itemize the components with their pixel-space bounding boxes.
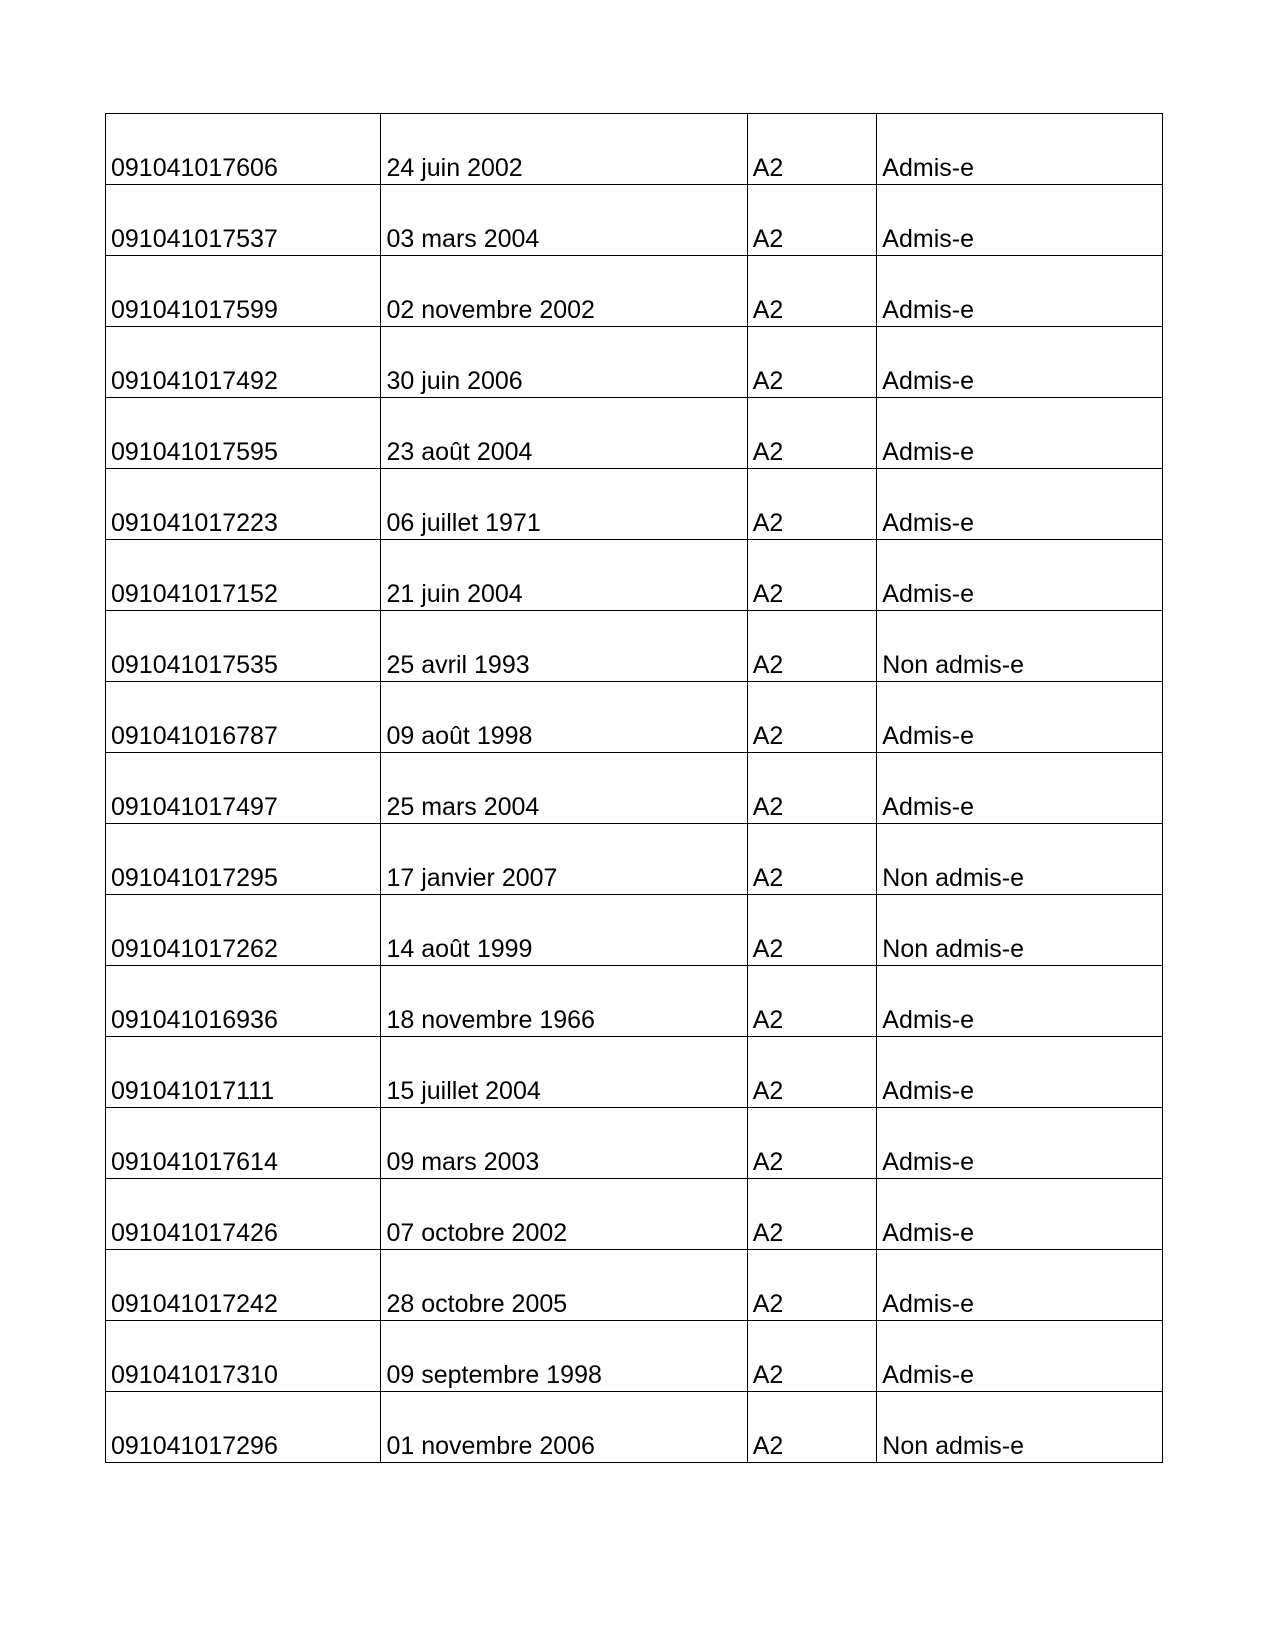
result-cell: Non admis-e xyxy=(877,611,1163,682)
birth-date-cell: 09 août 1998 xyxy=(381,682,747,753)
candidate-id-cell: 091041017295 xyxy=(106,824,381,895)
table-row xyxy=(106,185,1163,256)
candidate-id-cell: 091041017606 xyxy=(106,114,381,185)
table-row xyxy=(106,1179,1163,1250)
candidate-id-cell: 091041017152 xyxy=(106,540,381,611)
birth-date-cell: 23 août 2004 xyxy=(381,398,747,469)
birth-date-cell: 30 juin 2006 xyxy=(381,327,747,398)
result-cell: Admis-e xyxy=(877,256,1163,327)
candidate-id-cell: 091041017497 xyxy=(106,753,381,824)
level-cell: A2 xyxy=(747,398,877,469)
table-row xyxy=(106,398,1163,469)
table-row xyxy=(106,1108,1163,1179)
level-cell: A2 xyxy=(747,469,877,540)
candidate-id-cell: 091041017223 xyxy=(106,469,381,540)
level-cell: A2 xyxy=(747,895,877,966)
birth-date-cell: 02 novembre 2002 xyxy=(381,256,747,327)
table-row xyxy=(106,1392,1163,1463)
table-row xyxy=(106,1321,1163,1392)
level-cell: A2 xyxy=(747,824,877,895)
candidate-id-cell: 091041017537 xyxy=(106,185,381,256)
result-cell: Admis-e xyxy=(877,398,1163,469)
level-cell: A2 xyxy=(747,1392,877,1463)
candidate-id-cell: 091041017595 xyxy=(106,398,381,469)
result-cell: Admis-e xyxy=(877,185,1163,256)
level-cell: A2 xyxy=(747,327,877,398)
table-row xyxy=(106,966,1163,1037)
birth-date-cell: 17 janvier 2007 xyxy=(381,824,747,895)
candidate-id-cell: 091041017599 xyxy=(106,256,381,327)
result-cell: Admis-e xyxy=(877,753,1163,824)
level-cell: A2 xyxy=(747,1108,877,1179)
table-row xyxy=(106,611,1163,682)
birth-date-cell: 07 octobre 2002 xyxy=(381,1179,747,1250)
table-row xyxy=(106,682,1163,753)
candidate-id-cell: 091041016787 xyxy=(106,682,381,753)
level-cell: A2 xyxy=(747,256,877,327)
candidate-id-cell: 091041017111 xyxy=(106,1037,381,1108)
table-row xyxy=(106,1250,1163,1321)
birth-date-cell: 01 novembre 2006 xyxy=(381,1392,747,1463)
level-cell: A2 xyxy=(747,966,877,1037)
level-cell: A2 xyxy=(747,1250,877,1321)
candidate-id-cell: 091041017492 xyxy=(106,327,381,398)
result-cell: Admis-e xyxy=(877,1037,1163,1108)
result-cell: Admis-e xyxy=(877,469,1163,540)
birth-date-cell: 25 avril 1993 xyxy=(381,611,747,682)
birth-date-cell: 06 juillet 1971 xyxy=(381,469,747,540)
level-cell: A2 xyxy=(747,540,877,611)
birth-date-cell: 09 mars 2003 xyxy=(381,1108,747,1179)
candidate-id-cell: 091041017262 xyxy=(106,895,381,966)
level-cell: A2 xyxy=(747,753,877,824)
birth-date-cell: 28 octobre 2005 xyxy=(381,1250,747,1321)
candidate-id-cell: 091041017242 xyxy=(106,1250,381,1321)
candidate-id-cell: 091041017310 xyxy=(106,1321,381,1392)
birth-date-cell: 09 septembre 1998 xyxy=(381,1321,747,1392)
result-cell: Admis-e xyxy=(877,327,1163,398)
result-cell: Admis-e xyxy=(877,966,1163,1037)
level-cell: A2 xyxy=(747,1179,877,1250)
candidate-id-cell: 091041017426 xyxy=(106,1179,381,1250)
candidate-id-cell: 091041017535 xyxy=(106,611,381,682)
birth-date-cell: 21 juin 2004 xyxy=(381,540,747,611)
level-cell: A2 xyxy=(747,682,877,753)
result-cell: Non admis-e xyxy=(877,824,1163,895)
table-row xyxy=(106,824,1163,895)
level-cell: A2 xyxy=(747,1037,877,1108)
result-cell: Non admis-e xyxy=(877,1392,1163,1463)
table-row xyxy=(106,256,1163,327)
birth-date-cell: 25 mars 2004 xyxy=(381,753,747,824)
result-cell: Admis-e xyxy=(877,540,1163,611)
birth-date-cell: 24 juin 2002 xyxy=(381,114,747,185)
table-row xyxy=(106,1037,1163,1108)
result-cell: Admis-e xyxy=(877,1321,1163,1392)
result-cell: Admis-e xyxy=(877,682,1163,753)
table-row xyxy=(106,114,1163,185)
table-row xyxy=(106,895,1163,966)
table-row xyxy=(106,327,1163,398)
level-cell: A2 xyxy=(747,185,877,256)
result-cell: Admis-e xyxy=(877,1179,1163,1250)
table-row xyxy=(106,753,1163,824)
results-table-body xyxy=(106,114,1163,1463)
birth-date-cell: 03 mars 2004 xyxy=(381,185,747,256)
candidate-id-cell: 091041017296 xyxy=(106,1392,381,1463)
table-row xyxy=(106,540,1163,611)
level-cell: A2 xyxy=(747,1321,877,1392)
result-cell: Admis-e xyxy=(877,1108,1163,1179)
result-cell: Admis-e xyxy=(877,114,1163,185)
candidate-id-cell: 091041016936 xyxy=(106,966,381,1037)
table-row xyxy=(106,469,1163,540)
candidate-id-cell: 091041017614 xyxy=(106,1108,381,1179)
results-table xyxy=(105,113,1163,1463)
birth-date-cell: 14 août 1999 xyxy=(381,895,747,966)
level-cell: A2 xyxy=(747,114,877,185)
birth-date-cell: 18 novembre 1966 xyxy=(381,966,747,1037)
result-cell: Non admis-e xyxy=(877,895,1163,966)
level-cell: A2 xyxy=(747,611,877,682)
birth-date-cell: 15 juillet 2004 xyxy=(381,1037,747,1108)
result-cell: Admis-e xyxy=(877,1250,1163,1321)
